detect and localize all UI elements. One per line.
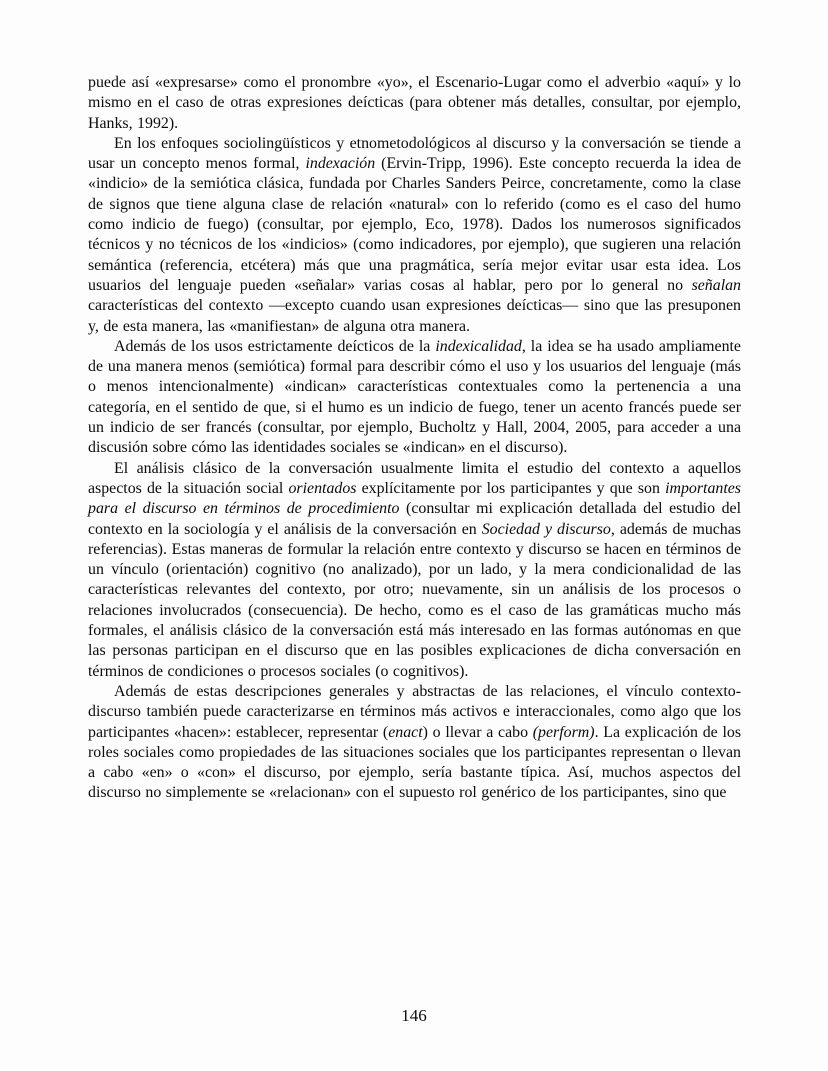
italic-text-run: enact xyxy=(388,723,423,741)
text-run: explícitamente por los participantes y que son xyxy=(356,479,666,497)
text-run: , además de muchas referencias). Estas maneras de formular la relación entre contexto y discurso se hacen en términos de un vínculo (orientación) cognitivo (no analizado), por un lado, y la mera condicionalidad de las características relevantes del contexto, por otro; nuevamente, sin un análisis de los procesos o relaciones involucrados (consecuencia). De hecho, como es el caso de las gramáticas mucho más formales, el análisis clásico de la conversación está más interesado en las formas autónomas en que las personas participan en el discurso que en las posibles explicaciones de dicha conversación en términos de condiciones o procesos sociales (o cognitivos). xyxy=(88,520,741,680)
text-run: ) o llevar a cabo xyxy=(422,723,533,741)
text-run: . La explicación de los roles sociales como propiedades de las situaciones sociales que los participantes representan o llevan a cabo «en» o «con» el discurso, por ejemplo, sería bastante típica. Así, muchos aspectos del discurso no simplemente se «relacionan» con el supuesto rol genérico de los participantes, sino que xyxy=(88,723,742,802)
italic-text-run: orientados xyxy=(288,479,357,497)
paragraph xyxy=(88,682,741,804)
text-run: , la idea se ha usado ampliamente de una manera menos (semiótica) formal para describir cómo el uso y los usuarios del lenguaje (más o menos intencionalmente) «indican» características contextuales como la pertenencia a una categoría, en el sentido de que, si el humo es un indicio de fuego, tener un acento francés puede ser un indicio de ser francés (consultar, por ejemplo, Bucholtz y Hall, 2004, 2005, para acceder a una discusión sobre cómo las identidades sociales se «indican» en el discurso). xyxy=(88,337,741,457)
paragraph xyxy=(88,337,741,459)
italic-text-run: indexación xyxy=(305,155,376,173)
paragraph xyxy=(88,459,741,682)
italic-text-run: indexicalidad xyxy=(435,337,522,355)
paragraph xyxy=(88,134,741,337)
text-run: características del contexto —excepto cuando usan expresiones deícticas— sino que las presuponen y, de esta manera, las «manifiestan» de alguna otra manera. xyxy=(88,297,741,335)
text-run: Además de estas descripciones generales y abstractas de las relaciones, el vínculo contexto-discurso también puede caracterizarse en términos más activos e interaccionales, como algo que los participantes «hacen»: establecer, representar ( xyxy=(88,682,741,741)
italic-text-run: señalan xyxy=(691,276,741,294)
text-run: Además de los usos estrictamente deícticos de la xyxy=(114,337,436,355)
paragraph xyxy=(88,73,741,134)
italic-text-run: Sociedad y discurso xyxy=(481,520,611,538)
text-run: (Ervin-Tripp, 1996). Este concepto recuerda la idea de «indicio» de la semiótica clásica, fundada por Charles Sanders Peirce, concretamente, como la clase de signos que tiene alguna clase de relación «natural» con lo referido (como es el caso del humo como indicio de fuego) (consultar, por ejemplo, Eco, 1978). Dados los numerosos significados técnicos y no técnicos de los «indicios» (como indicadores, por ejemplo), que sugieren una relación semántica (referencia, etcétera) más que una pragmática, sería mejor evitar usar esta idea. Los usuarios del lenguaje pueden «señalar» varias cosas al hablar, pero por lo general no xyxy=(88,155,742,294)
italic-text-run: (perform) xyxy=(532,723,595,741)
text-run: El análisis clásico de la conversación usualmente limita el estudio del contexto a aquellos aspectos de la situación social xyxy=(88,459,741,497)
italic-text-run: importantes para el discurso en términos de procedimiento xyxy=(88,479,741,518)
page-number: 146 xyxy=(401,1006,427,1025)
text-run: puede así «expresarse» como el pronombre «yo», el Escenario-Lugar como el adverbio «aquí» y lo mismo en el caso de otras expresiones deícticas (para obtener más detalles, consultar, por ejemplo, Hanks, 1992). xyxy=(88,74,741,132)
text-run: En los enfoques sociolingüísticos y etnometodológicos al discurso y la conversación se tiende a usar un concepto menos formal, xyxy=(88,134,741,173)
text-run: (consultar mi explicación detallada del estudio del contexto en la sociología y el análisis de la conversación en xyxy=(88,500,741,538)
book-page-text-block xyxy=(88,73,741,804)
